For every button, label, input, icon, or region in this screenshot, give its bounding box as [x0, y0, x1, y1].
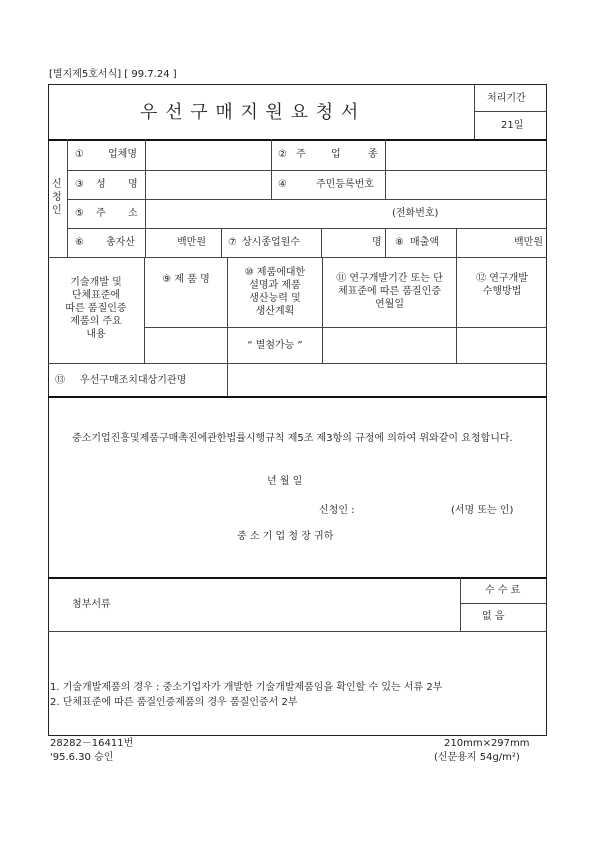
company-name-label: 업체명 — [108, 149, 137, 160]
processing-period-label: 처리기간 — [487, 93, 526, 104]
target-agency-label: 우선구매조치대상기관명 — [80, 375, 187, 386]
field-number-7: ⑦ — [228, 237, 237, 248]
business-label-2: 업 — [331, 149, 341, 160]
declaration-text: 중소기업진흥및제품구매촉진에관한법률시행규칙 제5조 제3항의 규정에 의하여 위와같이 요청합니다. — [72, 433, 513, 444]
target-agency-field[interactable] — [228, 364, 546, 395]
note-item-2: 2. 단체표준에 따른 품질인증제품의 경우 품질인증서 2부 — [50, 697, 298, 708]
form-number-note: [별지제5호서식] [ 99.7.24 ] — [49, 69, 177, 80]
sales-unit: 백만원 — [514, 237, 543, 248]
address-field[interactable] — [146, 200, 546, 227]
footer-approval-number: 28282－16411번 — [50, 738, 134, 749]
footer-paper-size: 210mm×297mm — [444, 738, 530, 749]
form-title: 우 선 구 매 지 원 요 청 서 — [140, 102, 360, 123]
product-name-header: ⑨ 제 품 명 — [162, 274, 210, 285]
total-assets-unit: 백만원 — [177, 237, 206, 248]
rnd-method-header: ⑫ 연구개발 수행방법 — [476, 273, 528, 297]
footer-paper-type: (신문용지 54g/m²) — [434, 752, 520, 763]
address-label-2: 소 — [128, 208, 138, 219]
date-line: 년 월 일 — [267, 476, 303, 487]
name-field[interactable] — [146, 171, 270, 198]
field-number-1: ① — [75, 149, 84, 160]
sales-label: 매출액 — [410, 237, 439, 248]
field-number-5: ⑤ — [75, 208, 84, 219]
field-number-6: ⑥ — [75, 237, 84, 248]
attachment-allowed-note: “ 별첨가능 ” — [247, 340, 303, 351]
company-name-field[interactable] — [146, 140, 270, 169]
note-item-1: 1. 기술개발제품의 경우 : 중소기업자가 개발한 기술개발제품임을 확인할 수 있는 서류 2부 — [50, 682, 443, 693]
applicant-label: 신 청 인 — [52, 179, 62, 216]
field-number-2: ② — [278, 149, 287, 160]
field-number-4: ④ — [278, 179, 287, 190]
attachments-label: 첨부서류 — [72, 599, 111, 610]
business-label-1: 주 — [296, 149, 306, 160]
product-description-header: ⑩ 제품에대한 설명과 제품 생산능력 및 생산계획 — [244, 267, 306, 317]
processing-period-value: 21일 — [501, 120, 524, 131]
footer-approval-date: '95.6.30 승인 — [50, 752, 114, 763]
employees-unit: 명 — [372, 237, 382, 248]
address-label-1: 주 — [96, 208, 106, 219]
recipient-line: 중 소 기 업 청 장 귀하 — [237, 531, 334, 542]
resident-number-field[interactable] — [386, 171, 546, 198]
phone-number-label: (전화번호) — [392, 208, 439, 219]
rnd-period-header: ⑪ 연구개발기간 또는 단 체표준에 따른 품질인증 연월일 — [336, 273, 443, 310]
fee-label: 수 수 료 — [485, 585, 521, 596]
main-content-label: 기술개발 및 단체표준에 따른 품질인증 제품의 주요 내용 — [65, 277, 127, 340]
field-number-3: ③ — [75, 179, 84, 190]
business-label-3: 종 — [368, 149, 378, 160]
resident-number-label: 주민등록번호 — [316, 179, 374, 190]
name-label-2: 명 — [128, 179, 138, 190]
applicant-signature-label: 신청인 : — [319, 505, 355, 516]
signature-note: (서명 또는 인) — [451, 505, 514, 516]
name-label-1: 성 — [96, 179, 106, 190]
business-type-field[interactable] — [386, 140, 546, 169]
fee-value: 없 음 — [482, 611, 505, 622]
employees-label: 상시종업원수 — [242, 237, 300, 248]
total-assets-label: 총자산 — [106, 237, 135, 248]
field-number-13: ⑬ — [55, 375, 65, 386]
field-number-8: ⑧ — [395, 237, 404, 248]
